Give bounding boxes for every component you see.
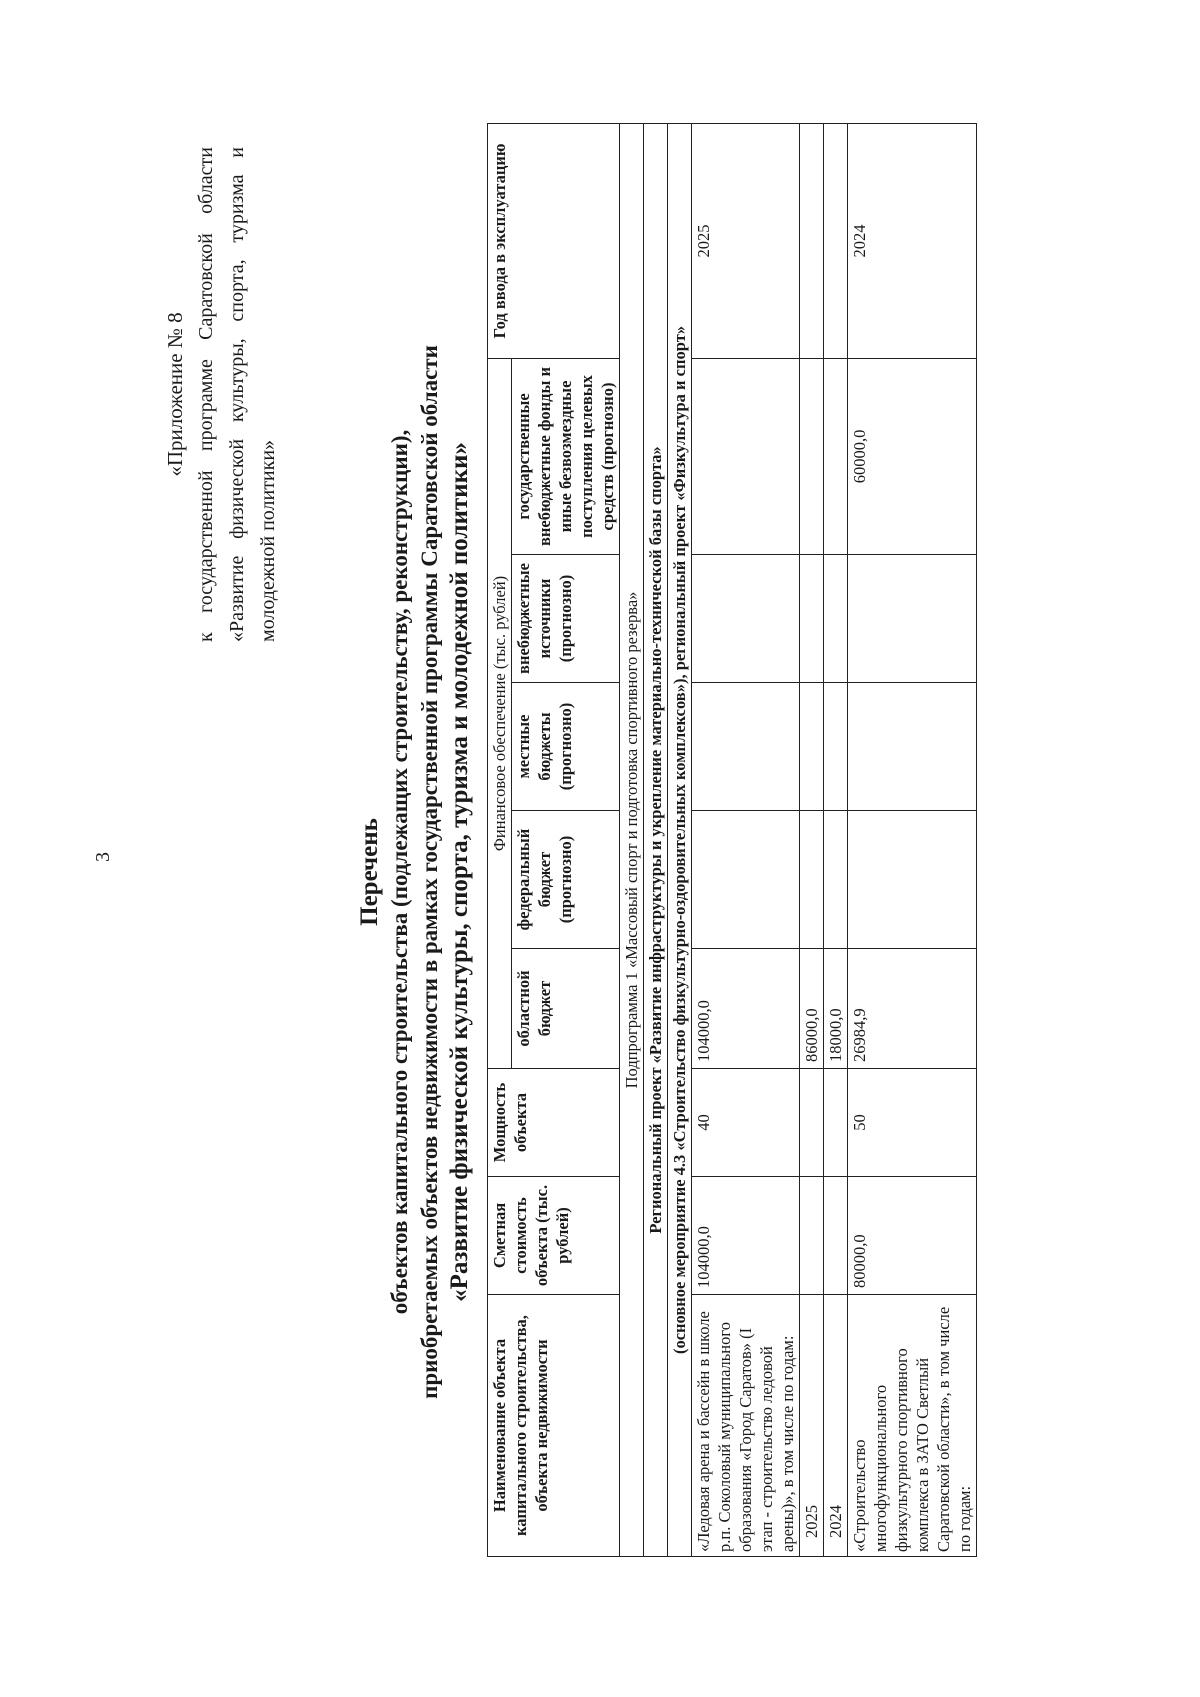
header-local: местные бюджеты (прогнозно) bbox=[512, 683, 620, 811]
header-extra: внебюджетные источники (прогнозно) bbox=[512, 555, 620, 683]
object-federal bbox=[692, 811, 800, 949]
object-funds bbox=[692, 358, 800, 554]
appendix-body: к государственной программе Саратовской области «Развитие физической культуры, спорта, туризма и молодежной политики» bbox=[195, 147, 279, 642]
table-row-year bbox=[824, 123, 848, 1556]
object-extra bbox=[848, 555, 977, 683]
year-label: 2024 bbox=[824, 1295, 848, 1557]
empty-cell bbox=[800, 1177, 824, 1295]
object-name: «Строительство многофункционального физкультурного спортивного комплекса в ЗАТО Светлый Саратовской области», в том числе по годам: bbox=[848, 1295, 977, 1557]
empty-cell bbox=[824, 811, 848, 949]
page-number: 3 bbox=[92, 852, 114, 862]
header-regional: областной бюджет bbox=[512, 949, 620, 1069]
header-funds: государственные внебюджетные фонды и иные безвозмездные поступления целевых средств (прогнозно) bbox=[512, 358, 620, 554]
object-federal bbox=[848, 811, 977, 949]
year-regional: 18000,0 bbox=[824, 949, 848, 1069]
table-row-year bbox=[800, 123, 824, 1556]
subprogram-title: Подпрограмма 1 «Массовый спорт и подготовка спортивного резерва» bbox=[620, 123, 644, 1556]
empty-cell bbox=[800, 358, 824, 554]
object-extra bbox=[692, 555, 800, 683]
empty-cell bbox=[800, 123, 824, 358]
object-local bbox=[692, 683, 800, 811]
empty-cell bbox=[824, 1069, 848, 1177]
object-year: 2025 bbox=[692, 123, 800, 358]
object-capacity: 50 bbox=[848, 1069, 977, 1177]
empty-cell bbox=[824, 358, 848, 554]
empty-cell bbox=[800, 1069, 824, 1177]
table-row bbox=[692, 123, 800, 1556]
header-year: Год ввода в эксплуатацию bbox=[488, 123, 620, 358]
empty-cell bbox=[800, 811, 824, 949]
year-regional: 86000,0 bbox=[800, 949, 824, 1069]
table-header-row-1 bbox=[488, 123, 512, 1556]
heading-line-3: приобретаемых объектов недвижимости в рамках государственной программы Саратовской области bbox=[417, 345, 442, 1399]
appendix-block bbox=[160, 147, 284, 642]
heading-line-1: Перечень bbox=[356, 818, 383, 926]
header-cost: Сметная стоимость объекта (тыс. рублей) bbox=[488, 1177, 620, 1295]
object-cost: 104000,0 bbox=[692, 1177, 800, 1295]
object-local bbox=[848, 683, 977, 811]
appendix-title: «Приложение № 8 bbox=[163, 312, 187, 477]
objects-table bbox=[487, 123, 977, 1557]
regional-project-row bbox=[644, 123, 668, 1556]
empty-cell bbox=[800, 683, 824, 811]
heading-line-2: объектов капитального строительства (подлежащих строительству, реконструкции), bbox=[387, 429, 412, 1315]
object-regional: 26984,9 bbox=[848, 949, 977, 1069]
header-federal: федеральный бюджет (прогнозно) bbox=[512, 811, 620, 949]
object-capacity: 40 bbox=[692, 1069, 800, 1177]
subprogram-row bbox=[620, 123, 644, 1556]
year-label: 2025 bbox=[800, 1295, 824, 1557]
main-event-title: (основное мероприятие 4.3 «Строительство физкультурно-оздоровительных комплексов»), региональный проект «Физкультура и спорт» bbox=[668, 123, 692, 1556]
heading-line-4: «Развитие физической культуры, спорта, туризма и молодежной политики» bbox=[446, 442, 473, 1302]
header-financing: Финансовое обеспечение (тыс. рублей) bbox=[488, 358, 512, 1068]
object-name: «Ледовая арена и бассейн в школе р.п. Соколовый муниципального образования «Город Саратов» (I этап - строительство ледовой арены)», в том числе по годам: bbox=[692, 1295, 800, 1557]
object-year: 2024 bbox=[848, 123, 977, 358]
document-heading bbox=[355, 147, 475, 1597]
empty-cell bbox=[824, 683, 848, 811]
object-regional: 104000,0 bbox=[692, 949, 800, 1069]
main-event-row bbox=[668, 123, 692, 1556]
regional-project-title: Региональный проект «Развитие инфраструктуры и укрепление материально-технической базы спорта» bbox=[644, 123, 668, 1556]
empty-cell bbox=[824, 123, 848, 358]
table-row bbox=[848, 123, 977, 1556]
header-name: Наименование объекта капитального строительства, объекта недвижимости bbox=[488, 1295, 620, 1557]
object-cost: 80000,0 bbox=[848, 1177, 977, 1295]
empty-cell bbox=[800, 555, 824, 683]
header-capacity: Мощность объекта bbox=[488, 1069, 620, 1177]
object-funds: 60000,0 bbox=[848, 358, 977, 554]
empty-cell bbox=[824, 1177, 848, 1295]
empty-cell bbox=[824, 555, 848, 683]
